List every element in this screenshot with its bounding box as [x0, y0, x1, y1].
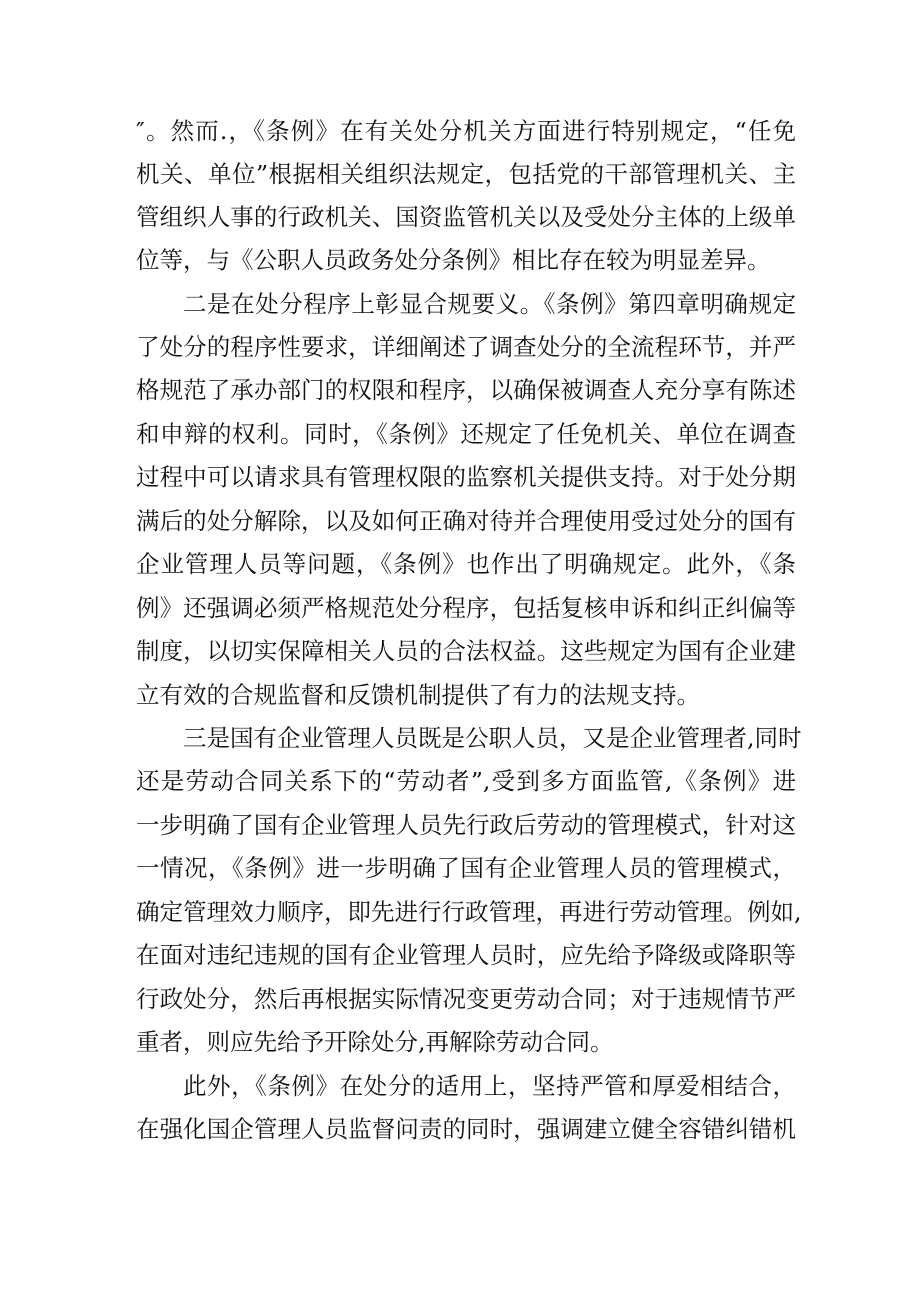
text-line: 在强化国企管理人员监督问责的同时，强调建立健全容错纠错机	[136, 1115, 796, 1143]
paragraph-first-line: 二是在处分程序上彰显合规要义。《条例》第四章明确规定	[183, 290, 796, 318]
text-line: 了处分的程序性要求，详细阐述了调查处分的全流程环节，并严	[136, 333, 796, 361]
text-line: 满后的处分解除，以及如何正确对待并合理使用受过处分的国有	[136, 507, 796, 535]
text-line: ″。然而.，《条例》在有关处分机关方面进行特别规定，“任免	[136, 117, 796, 145]
text-line: 立有效的合规监督和反馈机制提供了有力的法规支持。	[136, 681, 700, 709]
text-line: 在面对违纪违规的国有企业管理人员时，应先给予降级或降职等	[136, 941, 796, 969]
text-line: 重者，则应先给予开除处分,再解除劳动合同。	[136, 1028, 614, 1056]
text-line: 确定管理效力顺序，即先进行行政管理，再进行劳动管理。例如,	[136, 898, 802, 926]
text-line: 一步明确了国有企业管理人员先行政后劳动的管理模式，针对这	[136, 811, 796, 839]
text-line: 管组织人事的行政机关、国资监管机关以及受处分主体的上级单	[136, 203, 796, 231]
text-line: 和申辩的权利。同时，《条例》还规定了任免机关、单位在调查	[136, 420, 796, 448]
text-line: 一情况，《条例》进一步明确了国有企业管理人员的管理模式，	[136, 854, 796, 882]
paragraph-first-line: 此外，《条例》在处分的适用上，坚持严管和厚爱相结合，	[183, 1072, 796, 1100]
text-line: 还是劳动合同关系下的“劳动者”,受到多方面监管,《条例》进	[136, 767, 796, 795]
text-line: 例》还强调必须严格规范处分程序，包括复核申诉和纠正纠偏等	[136, 594, 796, 622]
text-line: 格规范了承办部门的权限和程序，以确保被调查人充分享有陈述	[136, 376, 796, 404]
text-line: 制度，以切实保障相关人员的合法权益。这些规定为国有企业建	[136, 637, 796, 665]
text-line: 机关、单位”根据相关组织法规定，包括党的干部管理机关、主	[136, 160, 796, 188]
text-line: 企业管理人员等问题，《条例》也作出了明确规定。此外，《条	[136, 550, 796, 578]
text-line: 位等，与《公职人员政务处分条例》相比存在较为明显差异。	[136, 246, 771, 274]
text-line: 行政处分，然后再根据实际情况变更劳动合同；对于违规情节严	[136, 985, 796, 1013]
paragraph-first-line: 三是国有企业管理人员既是公职人员，又是企业管理者,同时	[183, 724, 802, 752]
text-line: 过程中可以请求具有管理权限的监察机关提供支持。对于处分期	[136, 463, 796, 491]
